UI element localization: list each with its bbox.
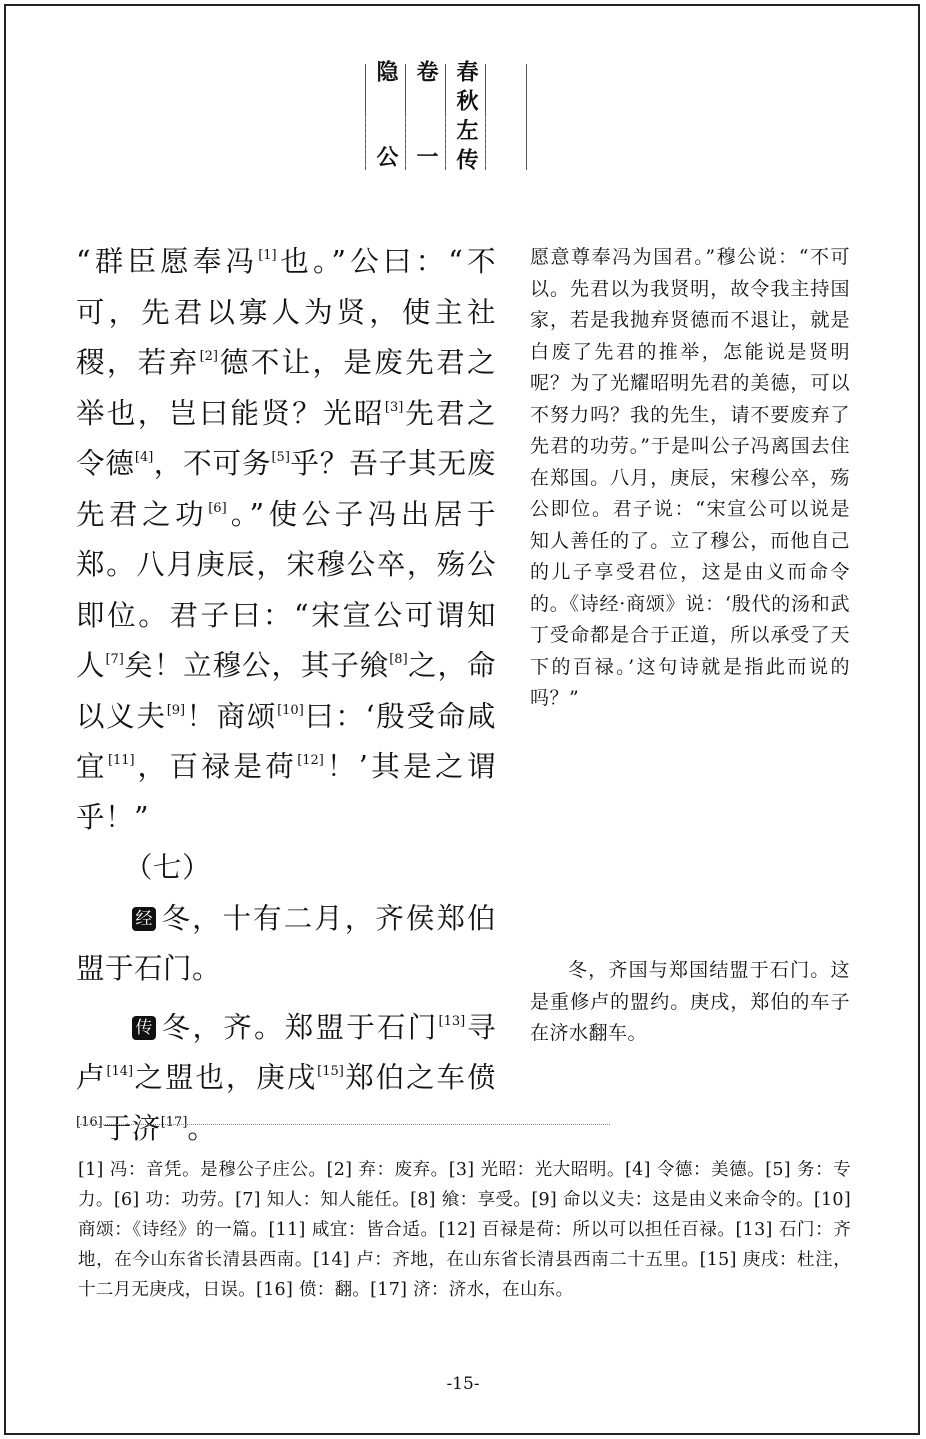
note-ref: [10] <box>277 702 304 718</box>
original-text <box>76 237 496 1154</box>
footnote-separator <box>80 1124 610 1125</box>
original-paragraph <box>76 237 496 843</box>
text-run: 郑伯之车偾 <box>343 1061 496 1094</box>
header-dash <box>445 116 447 166</box>
text-run: ，百禄是荷 <box>134 750 298 783</box>
note-ref: [16] <box>76 1114 103 1130</box>
header-rule <box>526 64 527 170</box>
text-run: 曰：‘殷受命咸宜 <box>76 699 496 783</box>
text-run: ！商颂 <box>185 699 278 733</box>
section-number: （七） <box>124 851 212 884</box>
note-ref: [7] <box>105 652 124 667</box>
text-run: 德不让，是废先君之举也，岂曰能贤？光昭 <box>76 346 496 430</box>
note-ref: [8] <box>389 652 408 667</box>
note-ref: [12] <box>297 753 324 768</box>
note-ref: [2] <box>199 349 218 364</box>
text-run: 之盟也，庚戌 <box>133 1061 318 1094</box>
zhuan-badge: 传 <box>132 1016 156 1040</box>
header-volume-top: 卷 <box>413 60 439 82</box>
note-ref: [5] <box>271 450 290 465</box>
text-run: 乎？吾子其无废先君之功 <box>76 447 496 531</box>
header-dash <box>405 116 407 166</box>
jing-paragraph <box>76 894 496 995</box>
header-chapter-top: 隐 <box>373 60 399 82</box>
text-run: 矣！立穆公，其子飨 <box>123 649 390 682</box>
text-run: 也。”公曰：“不可，先君以寡人为贤，使主社稷，若弃 <box>76 245 497 379</box>
note-ref: [14] <box>106 1064 134 1079</box>
header-dash <box>365 116 367 166</box>
note-ref: [13] <box>438 1013 466 1029</box>
text-run: “群臣愿奉冯 <box>76 245 259 278</box>
text-run: 之，命以义夫 <box>76 649 496 733</box>
note-ref: [11] <box>107 753 135 768</box>
translation-text: 愿意尊奉冯为国君。”穆公说：“不可以。先君以为我贤明，故令我主持国家，若是我抛弃贤德而不退让，就是白废了先君的推举，怎能说是贤明呢？为了光耀昭明先君的美德，可以不努力吗？我的先生，请不要废弃了先君的功劳。”于是叫公子冯离国去住在郑国。八月，庚辰，宋穆公卒，殇公即位。君子说：“宋宣公可以说是知人善任的了。立了穆公，而他自己的儿子享受君位，这是由义而命令的。《诗经·商颂》说：‘殷代的汤和武丁受命都是合于正道，所以承受了天下的百禄。’这句诗就是指此而说的吗？” <box>530 246 850 709</box>
text-run: 先君之令德 <box>76 396 496 480</box>
header-volume-bottom: 一 <box>413 145 439 167</box>
translation-paragraph-2 <box>530 955 850 1050</box>
text-run: 冬，齐。郑盟于石门 <box>160 1010 439 1044</box>
text-run: 冬，十有二月，齐侯郑伯盟于石门。 <box>76 901 496 985</box>
note-ref: [6] <box>208 500 227 516</box>
translation-text: 冬，齐国与郑国结盟于石门。这是重修卢的盟约。庚戌，郑伯的车子在济水翻车。 <box>530 959 850 1044</box>
text-run: 。”使公子冯出居于郑。八月庚辰，宋穆公卒，殇公即位。君子曰：“宋宣公可谓知人 <box>76 497 496 682</box>
note-ref: [1] <box>258 248 277 263</box>
note-ref: [17] <box>160 1114 188 1130</box>
note-ref: [9] <box>166 702 186 718</box>
header-dash <box>485 116 487 166</box>
text-run: 于济 <box>102 1111 161 1145</box>
jing-badge: 经 <box>132 907 156 931</box>
header-book-title: 春秋左传 <box>453 60 479 170</box>
text-run: 。 <box>187 1111 217 1145</box>
footnotes: [1] 冯：音凭。是穆公子庄公。[2] 弃：废弃。[3] 光昭：光大昭明。[4] 令德：美德。[5] 务：专力。[6] 功：功劳。[7] 知人：知人能任。[8] 飨：享受。[9] 命以义夫：这是由义来命令的。[10] 商颂：《诗经》的一篇。[11] 咸宜：皆合适。[12] 百禄是荷：所以可以担任百禄。[13] 石门：齐地，在今山东省长清县西南。[14] 卢：齐地，在山东省长清县西南二十五里。[15] 庚戌：杜注，十二月无庚戌，日误。[16] 偾：翻。[17] 济：济水，在山东。 <box>78 1160 851 1300</box>
zhuan-paragraph <box>76 1003 496 1155</box>
translation-paragraph-1 <box>530 242 850 715</box>
text-run: 寻卢 <box>76 1010 496 1094</box>
note-ref: [3] <box>384 399 404 415</box>
header-chapter-bottom: 公 <box>373 145 399 167</box>
note-ref: [15] <box>317 1064 344 1079</box>
text-run: ，不可务 <box>153 447 272 480</box>
text-run: ！’其是之谓乎！” <box>76 750 496 834</box>
note-ref: [4] <box>134 450 154 465</box>
page-number: -15- <box>446 1374 480 1394</box>
